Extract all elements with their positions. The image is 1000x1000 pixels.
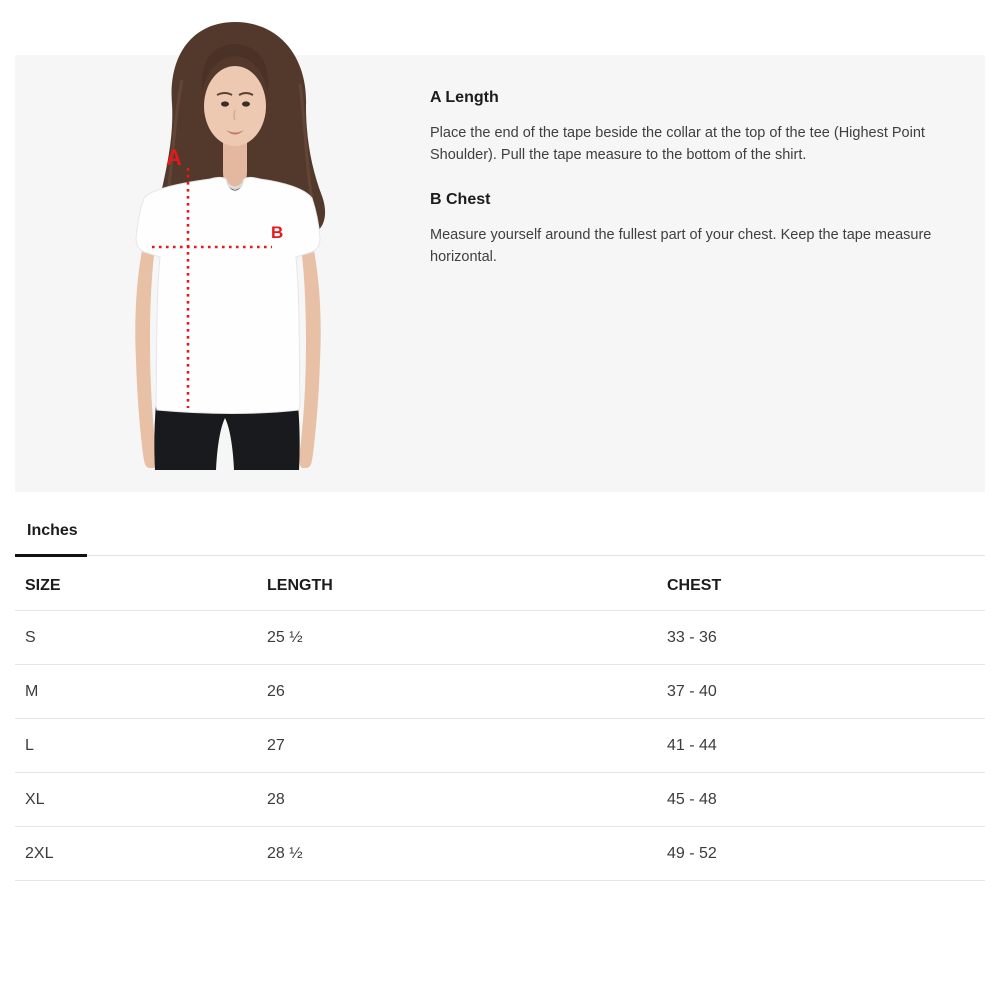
tab-inches[interactable]: Inches	[15, 512, 87, 555]
model-illustration	[122, 20, 342, 470]
cell-size: L	[15, 719, 257, 773]
table-row-xl	[15, 773, 985, 827]
cell-length: 27	[257, 719, 657, 773]
measure-b-description: Measure yourself around the fullest part of your chest. Keep the tape measure horizontal.	[430, 227, 932, 265]
size-chart-table	[15, 556, 985, 881]
cell-size: S	[15, 611, 257, 665]
table-row-m	[15, 665, 985, 719]
table-row-2xl	[15, 827, 985, 881]
measure-a-title: A Length	[430, 89, 499, 106]
cell-chest: 33 - 36	[657, 611, 985, 665]
cell-chest: 49 - 52	[657, 827, 985, 881]
cell-chest: 45 - 48	[657, 773, 985, 827]
table-header-row	[15, 556, 985, 611]
cell-length: 25 ½	[257, 611, 657, 665]
cell-chest: 37 - 40	[657, 665, 985, 719]
measurement-hero-panel	[15, 55, 985, 492]
t-shirt	[136, 177, 320, 413]
column-header-size: SIZE	[15, 556, 257, 611]
cell-size: XL	[15, 773, 257, 827]
right-arm	[299, 240, 320, 468]
left-arm	[135, 240, 156, 468]
size-guide-section	[15, 512, 985, 881]
column-header-chest: CHEST	[657, 556, 985, 611]
table-row-s	[15, 611, 985, 665]
measure-a-description: Place the end of the tape beside the collar at the top of the tee (Highest Point Shoulder). Pull the tape measure to the bottom of the shirt.	[430, 125, 925, 163]
cell-chest: 41 - 44	[657, 719, 985, 773]
marker-a-label: A	[166, 145, 182, 170]
cell-length: 28	[257, 773, 657, 827]
cell-length: 28 ½	[257, 827, 657, 881]
model-photo	[122, 20, 342, 470]
cell-size: 2XL	[15, 827, 257, 881]
column-header-length: LENGTH	[257, 556, 657, 611]
eye	[221, 101, 229, 106]
table-row-l	[15, 719, 985, 773]
units-tab-bar	[15, 512, 985, 556]
marker-b-label: B	[271, 223, 284, 242]
eye	[242, 101, 250, 106]
cell-size: M	[15, 665, 257, 719]
cell-length: 26	[257, 665, 657, 719]
measuring-instructions	[430, 88, 952, 292]
measure-b-title: B Chest	[430, 191, 491, 208]
